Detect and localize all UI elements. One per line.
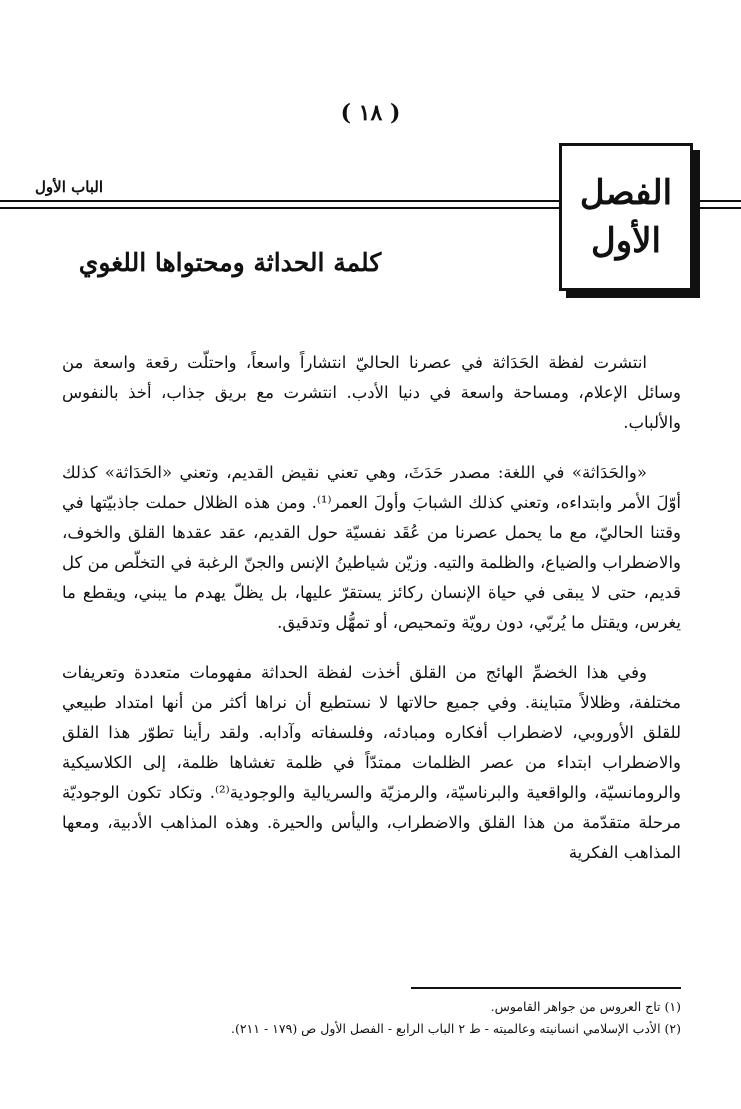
section-title: كلمة الحداثة ومحتواها اللغوي [78, 248, 382, 277]
chapter-heading-line-2: الأول [591, 221, 661, 261]
body-text [62, 348, 681, 868]
chapter-heading-box [559, 143, 693, 291]
chapter-heading-line-1: الفصل [579, 173, 673, 213]
footnote-2: (٢) الأدب الإسلامي انسانيته وعالميته - ط ٢ الباب الرابع - الفصل الأول ص (١٧٩ - ٢١١). [230, 1021, 681, 1036]
footnotes [110, 996, 681, 1040]
running-head: الباب الأول [35, 178, 104, 196]
page-number: ( ١٨ ) [340, 100, 401, 126]
footnote-divider [411, 987, 681, 989]
footnote-1: (١) تاج العروس من جواهر القاموس. [490, 999, 681, 1014]
paragraph: «والحَدَاثة» في اللغة: مصدر حَدَثَ، وهي تعني نقيض القديم، وتعني «الحَدَاثة» كذلك أوّلَ الأمر وابتداءه، وتعني كذلك الشبابَ وأولَ العمر⁽¹⁾. ومن هذه الظلال حملت جاذبيّتها في وقتنا الحاليّ، مع ما يحمل عصرنا من عُقَد نفسيّة حول القديم، عقد عقدها القلق والخوف، والاضطراب والضياع، والظلمة والتيه. وزيّن شياطينُ الإنس والجنّ الرغبة في التخلّص من كل قديم، حتى لا يبقى في حياة الإنسان ركائز يستقرّ عليها، بل يظلّ يهدم ما يبني، ويقطع ما يغرس، ويقتل ما يُربّي، دون رويّة وتمحيص، أو تمهُّل وتدقيق. [62, 463, 682, 632]
paragraph: وفي هذا الخضمِّ الهائج من القلق أخذت لفظة الحداثة مفهومات متعددة وتعريفات مختلفة، وظلالاً متباينة. وفي جميع حالاتها لا نستطيع أن نراها أكثر من أنها امتداد طبيعي للقلق الأوروبي، لاضطراب أفكاره ومبادئه، وفلسفاته وآدابه. ولقد رأينا تطوّر هذا القلق والاضطراب ابتداء من عصر الظلمات ممتدّاً في ظلمة تغشاها ظلمة، إلى الكلاسيكية والرومانسيّة، والواقعية والبرناسيّة، والرمزيّة والسريالية والوجودية⁽²⁾. وتكاد تكون الوجوديّة مرحلة متقدّمة من هذا القلق والاضطراب، واليأس والحيرة. وهذه المذاهب الأدبية، ومعها المذاهب الفكرية [62, 663, 681, 862]
paragraph: انتشرت لفظة الحَدَاثة في عصرنا الحاليّ انتشاراً واسعاً، واحتلّت رقعة واسعة من وسائل الإعلام، ومساحة واسعة في دنيا الأدب. انتشرت مع بريق جذاب، أخذ بالنفوس والألباب. [62, 353, 681, 432]
